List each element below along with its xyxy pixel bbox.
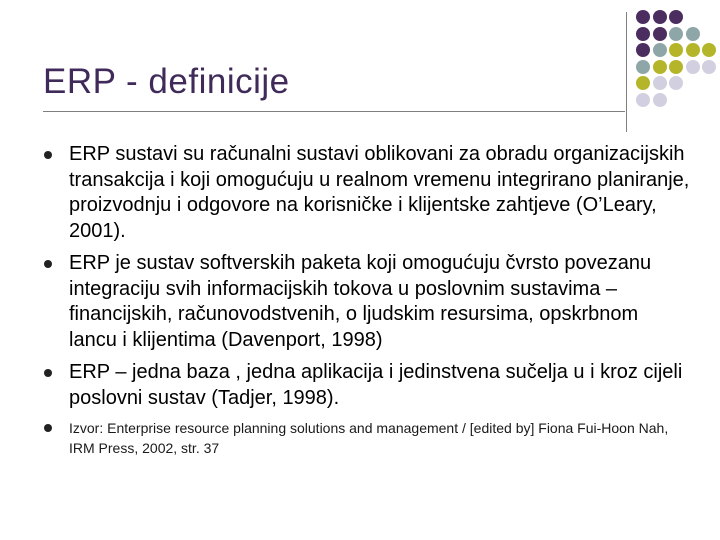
decorative-dot (636, 93, 650, 107)
bullet-text: ERP je sustav softverskih paketa koji omogućuju čvrsto povezanu integraciju svih informacijskih tokova u poslovnim sustavima – financijskih, računovodstvenih, o ljudskim resursima, opskrbnom lancu i klijentima (Davenport, 1998) (69, 252, 652, 351)
bullet-item (40, 142, 690, 244)
bullet-text: ERP – jedna baza , jedna aplikacija i jedinstvena sučelja u i kroz cijeli poslovni sustav (Tadjer, 1998). (69, 361, 683, 409)
slide-title: ERP - definicije (43, 62, 290, 101)
decorative-dot (653, 76, 667, 90)
decorative-dot (636, 76, 650, 90)
decorative-dot (636, 10, 650, 24)
bullet-list (40, 142, 690, 465)
decorative-dot (636, 43, 650, 57)
source-citation-item (40, 418, 690, 458)
decorative-dot (636, 60, 650, 74)
bullet-dot-icon (44, 424, 52, 432)
bullet-item (40, 251, 690, 353)
source-citation-text: Izvor: Enterprise resource planning solutions and management / [edited by] Fiona Fui-Hoon Nah, IRM Press, 2002, str. 37 (69, 420, 669, 456)
decorative-dot (686, 60, 700, 74)
bullet-dot-icon (44, 260, 52, 268)
decorative-dot (702, 43, 716, 57)
decorative-dot (669, 10, 683, 24)
decorative-dot (669, 60, 683, 74)
decorative-dot (653, 60, 667, 74)
bullet-dot-icon (44, 369, 52, 377)
bullet-dot-icon (44, 151, 52, 159)
bullet-item (40, 360, 690, 411)
decorative-dot (669, 43, 683, 57)
decorative-dot (669, 76, 683, 90)
vertical-divider (626, 12, 627, 132)
decorative-dot (653, 43, 667, 57)
decorative-dot (686, 27, 700, 41)
decorative-dot (653, 27, 667, 41)
decorative-dot (653, 93, 667, 107)
decorative-dots-grid (636, 10, 720, 130)
decorative-dot (702, 60, 716, 74)
decorative-dot (669, 27, 683, 41)
decorative-dot (653, 10, 667, 24)
bullet-text: ERP sustavi su računalni sustavi oblikovani za obradu organizacijskih transakcija i koji omogućuju u realnom vremenu integrirano planiranje, proizvodnju i odgovore na korisničke i klijentske zahtjeve (O’Leary, 2001). (69, 143, 690, 242)
decorative-dot (686, 43, 700, 57)
title-underline (43, 111, 625, 112)
decorative-dot (636, 27, 650, 41)
